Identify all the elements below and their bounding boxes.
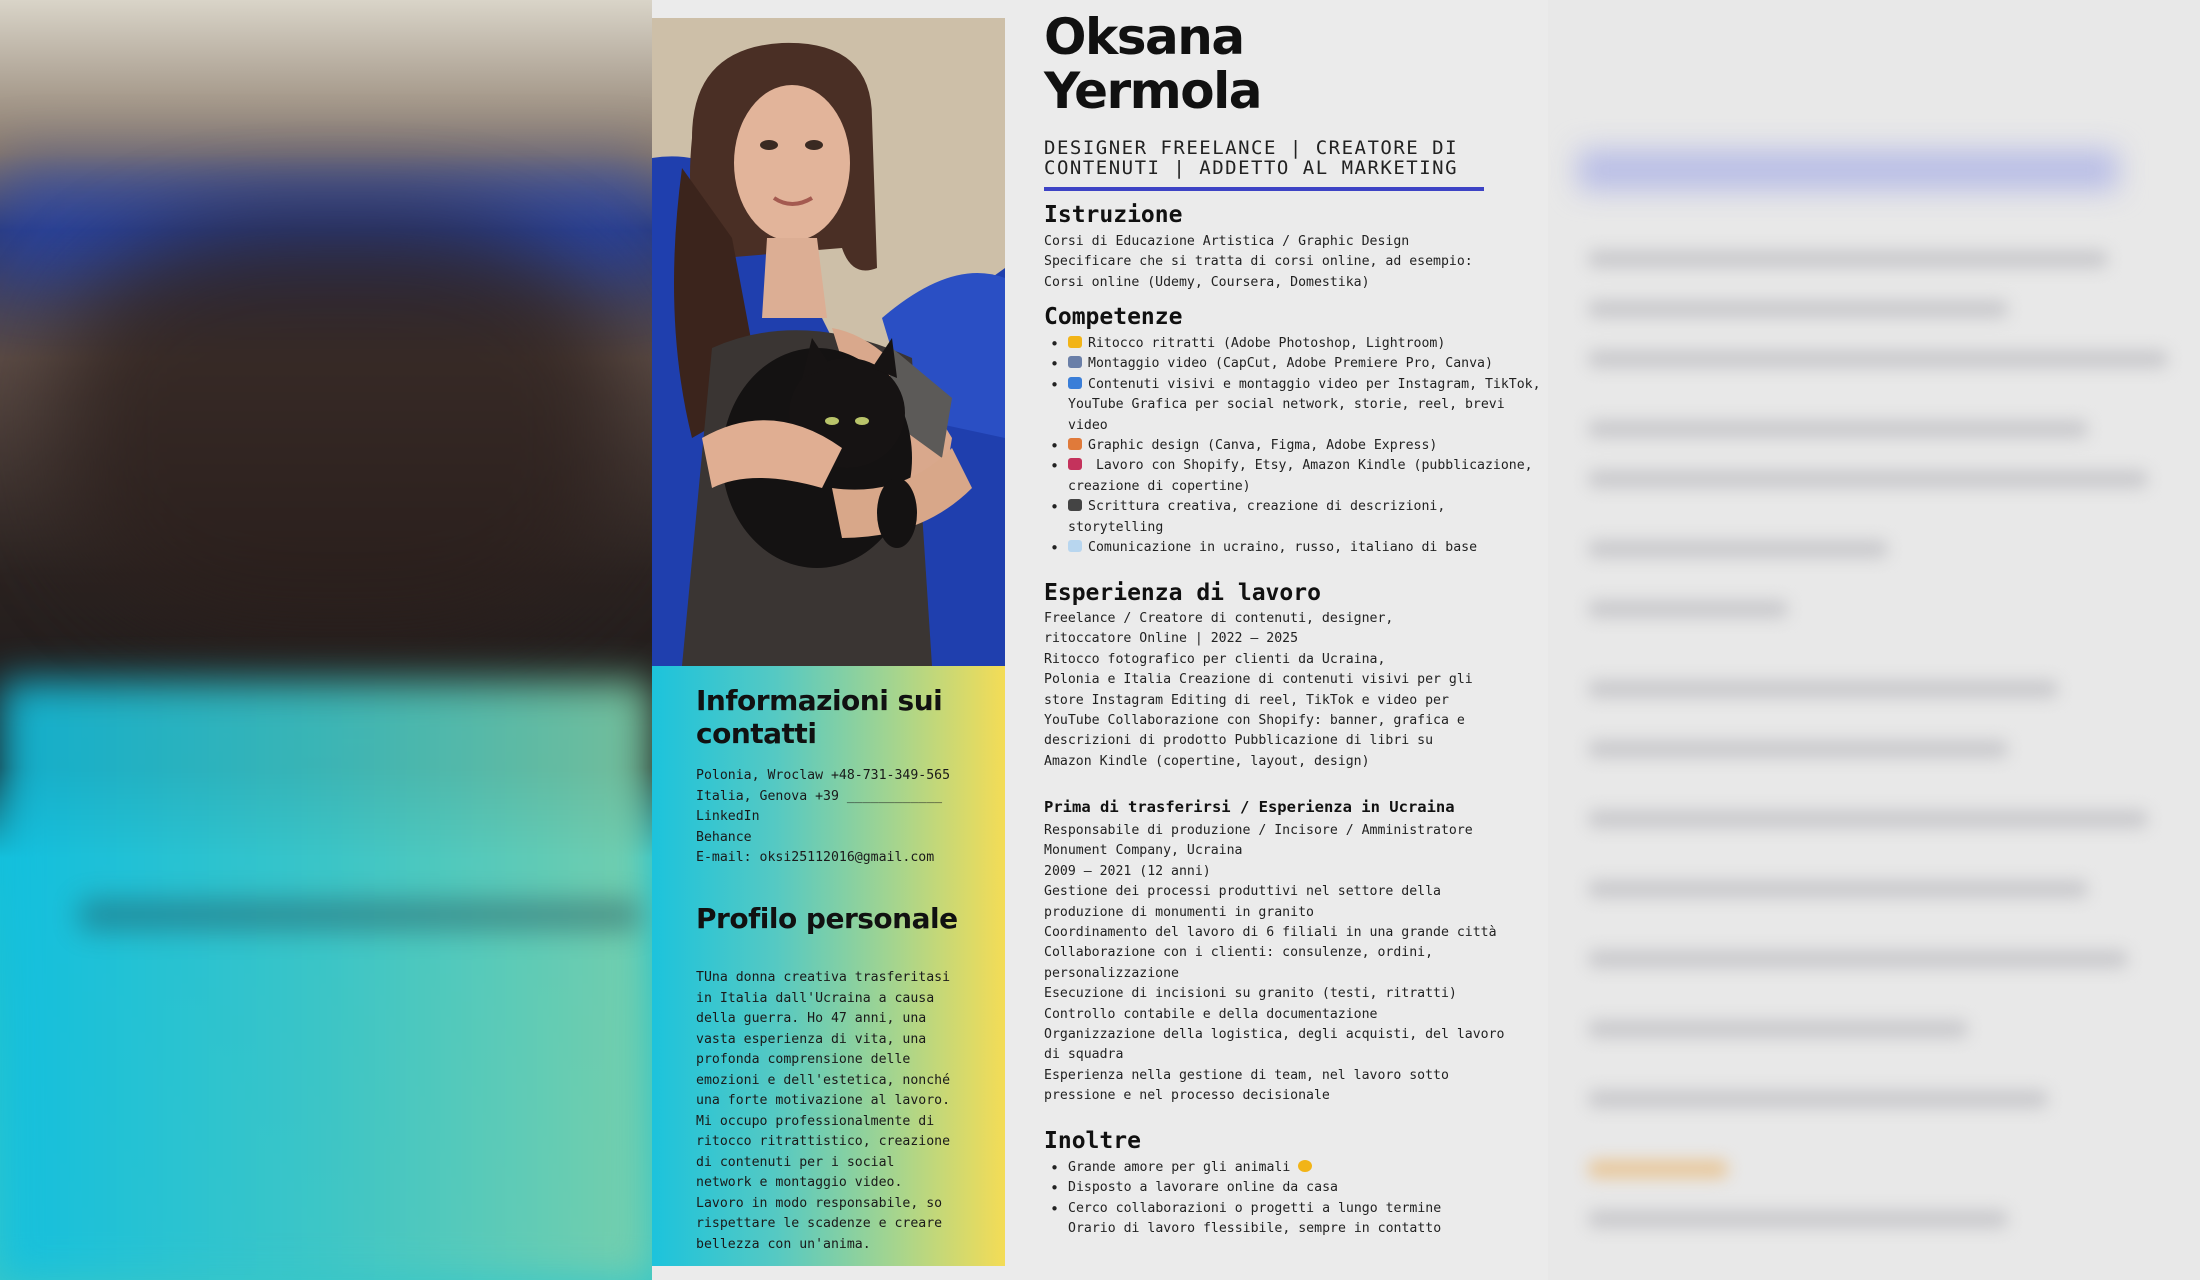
skill-item: • Ritocco ritratti (Adobe Photoshop, Lightroom) [1044,334,1544,354]
contact-panel [652,666,1005,1266]
profile-line: bellezza con un'anima. [696,1236,871,1252]
contact-details [696,766,976,869]
profile-line: della guerra. Ho 47 anni, una [696,1011,927,1026]
education-line: Specificare che si tratta di corsi online, ad esempio: [1044,254,1473,270]
experience-heading: Esperienza di lavoro [1044,580,1321,606]
experience-line: di squadra [1044,1047,1124,1063]
sparkle-icon [1068,336,1082,348]
experience-line: descrizioni di prodotto Pubblicazione di libri su [1044,733,1434,749]
skill-item: • Scrittura creativa, creazione di descrizioni, storytelling [1044,497,1544,538]
portrait-illustration [652,18,1005,666]
experience-line: Responsabile di produzione / Incisore / Amministratore [1044,823,1473,838]
experience-line: Monument Company, Ucraina [1044,843,1243,859]
skills-heading: Competenze [1044,304,1183,330]
education-line: Corsi di Educazione Artistica / Graphic Design [1044,234,1410,249]
books-icon [1068,458,1082,470]
extra-item: • Grande amore per gli animali [1044,1158,1544,1178]
profile-line: ritocco ritrattistico, creazione [696,1134,951,1149]
phone-icon [1068,377,1082,389]
resume-sidebar [652,18,1005,1266]
profile-line: una forte motivazione al lavoro. [696,1093,951,1108]
extra-item: • Disposto a lavorare online da casa [1044,1178,1544,1198]
contact-heading: Informazioni sui contatti [696,684,943,750]
profile-line: TUna donna creativa trasferitasi [696,970,951,985]
profile-line: di contenuti per i social [696,1154,895,1170]
experience-line: Coordinamento del lavoro di 6 filiali in una grande città [1044,925,1497,941]
extra-item: • Cerco collaborazioni o progetti a lungo termine Orario di lavoro flessibile, sempre in contatto [1044,1199,1544,1240]
experience-line: pressione e nel processo decisionale [1044,1088,1330,1104]
cat-face-icon [1298,1160,1312,1172]
skill-item: • Contenuti visivi e montaggio video per Instagram, TikTok, YouTube Grafica per social network, storie, reel, brevi video [1044,375,1544,436]
experience-line: produzione di monumenti in granito [1044,904,1314,920]
education-text [1044,232,1514,293]
profile-line: profonda comprensione delle [696,1052,911,1067]
profile-text [696,968,976,1255]
profile-line: network e montaggio video. [696,1175,903,1190]
ukraine-experience-heading: Prima di trasferirsi / Esperienza in Ucraina [1044,798,1455,816]
experience-line: ritoccatore Online | 2022 – 2025 [1044,631,1299,647]
linkedin-link[interactable]: LinkedIn [696,809,760,824]
blurred-backdrop-right [1548,0,2200,1280]
speech-bubble-icon [1068,540,1082,552]
pen-icon [1068,499,1082,511]
skill-item: • Comunicazione in ucraino, russo, italiano di base [1044,538,1544,558]
profile-heading: Profilo personale [696,902,958,935]
experience-line: Esecuzione di incisioni su granito (testi, ritratti) [1044,986,1457,1002]
profile-photo [652,18,1005,666]
profile-line: vasta esperienza di vita, una [696,1031,927,1047]
experience-line: store Instagram Editing di reel, TikTok e video per [1044,692,1449,708]
film-icon [1068,356,1082,368]
experience-line: Amazon Kindle (copertine, layout, design) [1044,753,1370,769]
skill-item: • Graphic design (Canva, Figma, Adobe Express) [1044,436,1544,456]
skill-item: • Lavoro con Shopify, Etsy, Amazon Kindle (pubblicazione, creazione di copertine) [1044,456,1544,497]
experience-line: Organizzazione della logistica, degli acquisti, del lavoro [1044,1027,1505,1043]
ukraine-experience-text [1044,821,1514,1107]
experience-line: YouTube Collaborazione con Shopify: banner, grafica e [1044,713,1465,729]
experience-line: 2009 – 2021 (12 anni) [1044,863,1211,879]
behance-link[interactable]: Behance [696,829,752,845]
job-title: DESIGNER FREELANCE | CREATORE DI CONTENUTI | ADDETTO AL MARKETING [1044,138,1484,191]
profile-line: Mi occupo professionalmente di [696,1113,935,1129]
experience-line: personalizzazione [1044,965,1179,981]
experience-line: Freelance / Creatore di contenuti, designer, [1044,611,1394,626]
blurred-backdrop-left [0,0,652,1280]
profile-line: emozioni e dell'estetica, nonché [696,1072,951,1088]
experience-line: Esperienza nella gestione di team, nel lavoro sotto [1044,1067,1449,1083]
experience-line: Controllo contabile e della documentazione [1044,1006,1378,1022]
profile-line: in Italia dall'Ucraina a causa [696,990,935,1006]
profile-line: Lavoro in modo responsabile, so [696,1195,943,1211]
resume-page [652,0,1548,1280]
person-name: Oksana Yermola [1044,8,1262,120]
email-link[interactable]: E-mail: oksi25112016@gmail.com [696,850,935,865]
experience-text [1044,609,1514,772]
experience-line: Polonia e Italia Creazione di contenuti visivi per gli [1044,672,1473,688]
contact-location-poland: Polonia, Wroclaw +48-731-349-565 [696,768,951,783]
contact-location-italy: Italia, Genova +39 ____________ [696,788,943,804]
extra-list [1044,1158,1544,1240]
extra-heading: Inoltre [1044,1128,1141,1154]
palette-icon [1068,438,1082,450]
experience-line: Gestione dei processi produttivi nel settore della [1044,884,1441,900]
education-line: Corsi online (Udemy, Coursera, Domestika) [1044,274,1370,290]
skill-item: • Montaggio video (CapCut, Adobe Premiere Pro, Canva) [1044,354,1544,374]
skills-list [1044,334,1544,558]
profile-line: rispettare le scadenze e creare [696,1216,943,1231]
experience-line: Collaborazione con i clienti: consulenze, ordini, [1044,945,1434,961]
education-heading: Istruzione [1044,202,1183,228]
experience-line: Ritocco fotografico per clienti da Ucraina, [1044,651,1386,667]
